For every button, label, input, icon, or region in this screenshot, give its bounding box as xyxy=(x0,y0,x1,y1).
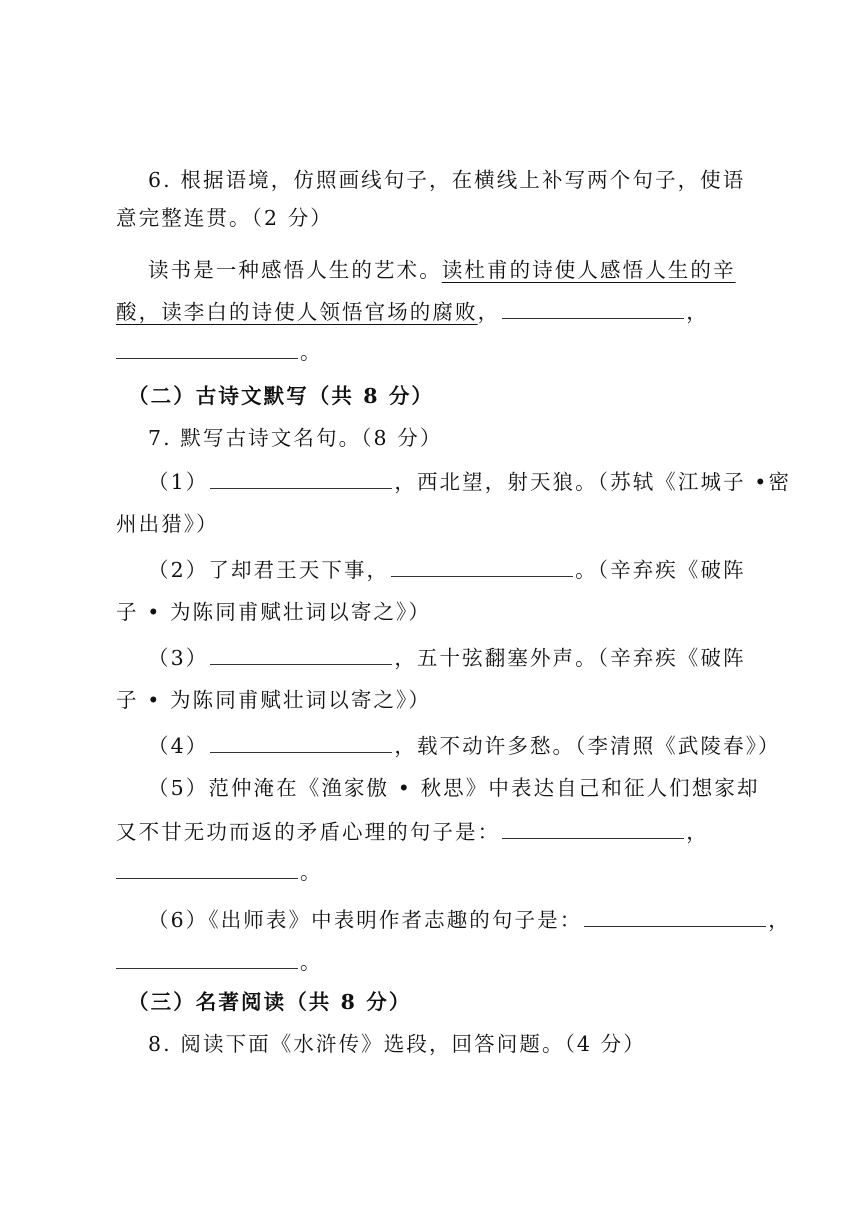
q7-item4-text: ，载不动许多愁。（李清照《武陵春》） xyxy=(394,734,781,758)
q7-item4 xyxy=(148,732,781,760)
q7-item5-period: 。 xyxy=(300,860,323,884)
q6-comma: ， xyxy=(477,300,501,324)
q7-item1-cont: 州出猎》） xyxy=(116,512,219,536)
q7-item4-label: （4） xyxy=(148,734,209,758)
q7-item2-cont: 子 • 为陈同甫赋壮词以寄之》） xyxy=(116,600,431,624)
q6-passage-line1 xyxy=(148,256,736,284)
q7-item4-blank[interactable] xyxy=(210,732,392,753)
q7-item6-line2 xyxy=(116,948,323,976)
q8-stem: 8. 阅读下面《水浒传》选段，回答问题。（4 分） xyxy=(148,1032,646,1056)
q7-item6-blank-2[interactable] xyxy=(116,948,298,969)
q7-item3-cont: 子 • 为陈同甫赋壮词以寄之》） xyxy=(116,688,431,712)
q6-period: 。 xyxy=(300,340,323,364)
q7-item1-text: ，西北望，射天狼。（苏轼《江城子 •密 xyxy=(394,470,792,494)
q7-item6-period: 。 xyxy=(300,950,323,974)
q6-model-sentence-part1: 读杜甫的诗使人感悟人生的辛 xyxy=(441,258,736,282)
section2-heading: （二）古诗文默写（共 8 分） xyxy=(128,384,435,408)
q6-passage-line3 xyxy=(116,338,323,366)
q7-item3-text: ，五十弦翻塞外声。（辛弃疾《破阵 xyxy=(394,646,746,670)
q6-answer-blank-2[interactable] xyxy=(116,338,298,359)
q7-item6-blank-1[interactable] xyxy=(584,906,766,927)
q6-comma-end: ， xyxy=(686,300,709,324)
q7-item5-line2 xyxy=(116,818,709,846)
q7-item2-blank[interactable] xyxy=(391,556,573,577)
q6-stem-line1: 6. 根据语境，仿照画线句子，在横线上补写两个句子，使语 xyxy=(148,168,746,192)
q7-item3-blank[interactable] xyxy=(210,644,392,665)
q7-item1-label: （1） xyxy=(148,470,209,494)
q7-item3 xyxy=(148,644,746,672)
q6-answer-blank-1[interactable] xyxy=(502,298,684,319)
q7-item5-blank-1[interactable] xyxy=(502,818,684,839)
q7-item6-comma: ， xyxy=(768,908,791,932)
q7-item3-label: （3） xyxy=(148,646,209,670)
q6-passage-line2 xyxy=(116,298,709,326)
q7-item2-label: （2）了却君王天下事， xyxy=(148,558,390,582)
q7-item2-text: 。（辛弃疾《破阵 xyxy=(575,558,746,582)
q6-passage-lead: 读书是一种感悟人生的艺术。 xyxy=(148,258,442,282)
q7-item5-line1: （5）范仲淹在《渔家傲 • 秋思》中表达自己和征人们想家却 xyxy=(148,776,760,800)
q7-item5-comma: ， xyxy=(686,820,709,844)
q7-item1 xyxy=(148,468,791,496)
q7-item6-prompt: （6）《出师表》中表明作者志趣的句子是： xyxy=(148,908,583,932)
q7-item5-prompt: 又不甘无功而返的矛盾心理的句子是： xyxy=(116,820,501,844)
q6-stem-line2: 意完整连贯。（2 分） xyxy=(116,206,333,230)
q7-item5-blank-2[interactable] xyxy=(116,858,298,879)
q7-item1-blank[interactable] xyxy=(210,468,392,489)
section3-heading: （三）名著阅读（共 8 分） xyxy=(128,990,412,1014)
q6-model-sentence-part2: 酸，读李白的诗使人领悟官场的腐败 xyxy=(116,300,478,324)
q7-stem: 7. 默写古诗文名句。（8 分） xyxy=(148,426,443,450)
q7-item6-line1 xyxy=(148,906,791,934)
q7-item5-line3 xyxy=(116,858,323,886)
q7-item2 xyxy=(148,556,746,584)
